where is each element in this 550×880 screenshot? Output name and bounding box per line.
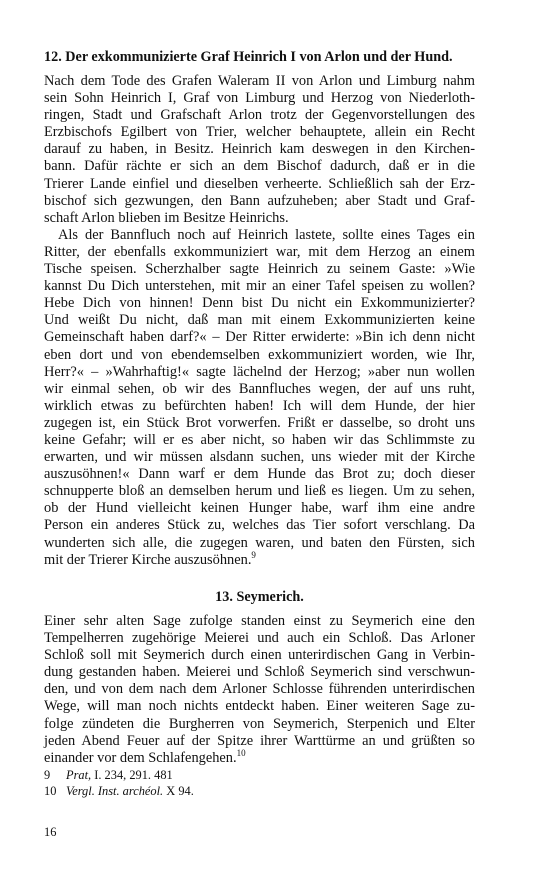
section-13-title: 13. Seymerich.: [215, 589, 304, 605]
text-line: darauf zu haben, in Besitz. Heinrich kam deswegen in den Kirchen-: [44, 141, 475, 158]
text-line: den, und von dem nach dem Arloner Schlosse führenden unterirdischen: [44, 681, 475, 698]
text-line: einander vor dem Schlafengehen.: [44, 749, 237, 766]
text-line: Nach dem Tode des Grafen Waleram II von Arlon und Limburg nahm: [44, 73, 475, 89]
footnote-number: 10: [44, 784, 57, 799]
text-line: mit der Trierer Kirche auszusöhnen.: [44, 551, 252, 568]
text-line: wir einmal sehen, ob wir des Bannfluches wegen, der auf uns ruht,: [44, 380, 475, 397]
text-line: Ritter, der ebenfalls exkommuniziert war, mit dem Herzog an einem: [44, 243, 475, 260]
text-line: Einer sehr alten Sage zufolge standen einst zu Seymerich eine den: [44, 613, 475, 629]
text-line: ob der Hund vielleicht keinen Hunger habe, warf ihm eine andre: [44, 500, 475, 517]
page-number: 16: [44, 825, 57, 839]
text-line: bann. Dafür rächte er sich an dem Bischof dadurch, daß er in die: [44, 158, 475, 175]
text-line: erwarten, und wir müssen alsdann suchen, uns wieder mit der Kirche: [44, 449, 475, 466]
text-line: zugegen ist, ein Stück Brot vorwerfen. Frißt er dasselbe, so droht uns: [44, 414, 475, 431]
text-line: jeden Abend Feuer auf der Spitze ihrer Warttürme an und grüßten so: [44, 732, 475, 749]
text-line: Trierer Lande einfiel und dieselben verheerte. Schließlich sah der Erz-: [44, 175, 475, 192]
footnote-number: 9: [44, 768, 51, 782]
text-line: Person ein anderes Stück zu, welches das Tier sofort verschlang. Da: [44, 517, 475, 534]
text-line: Herr?« – »Wahrhaftig!« sagte lächelnd der Herzog; »aber nun wollen: [44, 363, 475, 380]
text-line: ringen, Stadt und Grafschaft Arlon trotz der Gegenvorstellungen des: [44, 107, 475, 124]
text-line-last: [44, 747, 475, 767]
text-line: dung gestanden haben. Meierei und Schloß Seymerich sind verschwun-: [44, 664, 475, 681]
text-line: Und weißt Du nicht, daß man mit einem Exkommunizierten keine: [44, 312, 475, 329]
footnote-9: [44, 767, 475, 783]
footnote-detail: I. 234, 291. 481: [91, 768, 173, 782]
footnote-detail: X 94.: [163, 784, 194, 799]
section-12-title: 12. Der exkommunizierte Graf Heinrich I von Arlon und der Hund.: [44, 49, 453, 65]
text-line: folge zündeten die Burgherren von Seymerich, Sterpenich und Elter: [44, 715, 475, 732]
text-line: auszusöhnen!« Dann warf er dem Hunde das Brot zu; doch dieser: [44, 466, 475, 483]
text-line: keine Gefahr; will er es aber nicht, so haben wir das Schlimmste zu: [44, 432, 475, 449]
section-13-paragraph: [44, 613, 475, 767]
footnote-source: Prat,: [66, 768, 92, 782]
section-12-paragraph-2: [44, 227, 475, 569]
footnotes: [44, 767, 475, 800]
text-line: Tische speisen. Scherzhalber sagte Heinrich zu seinem Gaste: »Wie: [44, 261, 475, 278]
footnote-10: [44, 783, 475, 799]
text-line: wirklich etwas zu befürchten haben! Ich will dem Hunde, der hier: [44, 397, 475, 414]
text-line: bischof sich gezwungen, den Bann aufzuheben; aber Stadt und Graf-: [44, 192, 475, 209]
text-line: Hebe Dich von hinnen! Denn bist Du nicht ein Exkommunizierter?: [44, 295, 475, 312]
text-line: eben dort und von ebendemselben exkommuniziert worden, wie Ihr,: [44, 346, 475, 363]
footnote-ref-10[interactable]: 10: [236, 747, 246, 758]
text-line: Als der Bannfluch noch auf Heinrich lastete, sollte eines Tages ein: [58, 226, 475, 243]
text-line: Wege, will man noch nichts entdeckt haben. Einer weiteren Sage zu-: [44, 698, 475, 715]
text-line: Tempelherren zugehörige Meierei und auch ein Schloß. Das Arloner: [44, 630, 475, 647]
text-line: schnupperte bloß an demselben herum und ließ es liegen. Um zu sehen,: [44, 483, 475, 500]
text-line: wunderten sich alle, die zugegen waren, und baten den Fürsten, sich: [44, 534, 475, 551]
text-line: Gemeinschaft haben darf?« – Der Ritter erwiderte: »Bin ich denn nicht: [44, 329, 475, 346]
text-line: schaft Arlon blieben im Besitze Heinrichs.: [44, 209, 289, 226]
text-line: kannst Du Dich unterstehen, mit mir an einer Tafel speisen zu wollen?: [44, 278, 475, 295]
section-12-paragraph-1: [44, 73, 475, 227]
text-line: Schloß soll mit Seymerich durch einen unterirdischen Gang in Verbin-: [44, 647, 475, 664]
text-line: sein Sohn Heinrich I, Graf von Limburg und Herzog von Niederloth-: [44, 90, 475, 107]
footnote-source: Vergl. Inst. archéol.: [66, 784, 164, 799]
text-line-last: [44, 549, 475, 569]
text-line: Erzbischofs Egilbert von Trier, welcher behauptete, allein ein Recht: [44, 124, 475, 141]
footnote-ref-9[interactable]: 9: [251, 549, 256, 560]
